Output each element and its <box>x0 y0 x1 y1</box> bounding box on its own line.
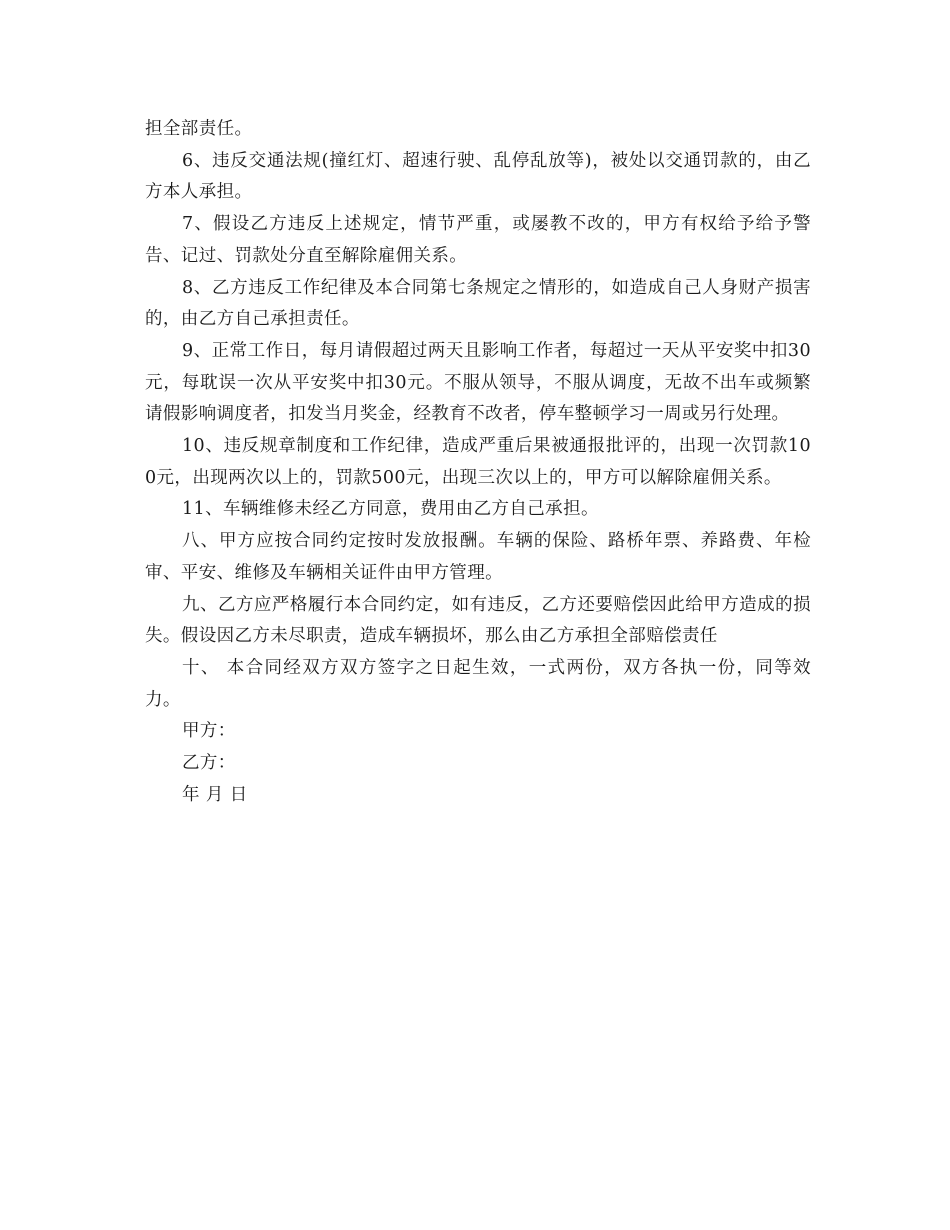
paragraph-clause-7: 7、假设乙方违反上述规定，情节严重，或屡教不改的，甲方有权给予给予警告、记过、罚款处分直至解除雇佣关系。 <box>145 214 811 266</box>
paragraph-article-9: 九、乙方应严格履行本合同约定，如有违反，乙方还要赔偿因此给甲方造成的损失。假设因乙方未尽职责，造成车辆损坏，那么由乙方承担全部赔偿责任 <box>145 594 811 647</box>
signature-party-b: 乙方： <box>182 753 236 774</box>
paragraph-article-10: 十、 本合同经双方双方签字之日起生效，一式两份，双方各执一份，同等效力。 <box>145 657 811 710</box>
paragraph-article-8: 八、甲方应按合同约定按时发放报酬。车辆的保险、路桥年票、养路费、年检审、平安、维修及车辆相关证件由甲方管理。 <box>145 531 811 583</box>
contract-page <box>145 114 811 811</box>
paragraph-clause-8: 8、乙方违反工作纪律及本合同第七条规定之情形的，如造成自己人身财产损害的，由乙方自己承担责任。 <box>145 277 811 330</box>
paragraph-continuation: 担全部责任。 <box>145 119 253 139</box>
paragraph-clause-10: 10、违反规章制度和工作纪律，造成严重后果被通报批评的，出现一次罚款100元，出现两次以上的，罚款500元，出现三次以上的，甲方可以解除雇佣关系。 <box>145 436 811 488</box>
paragraph-clause-9: 9、正常工作日，每月请假超过两天且影响工作者，每超过一天从平安奖中扣30元，每耽误一次从平安奖中扣30元。不服从领导，不服从调度，无故不出车或频繁请假影响调度者，扣发当月奖金，经教育不改者，停车整顿学习一周或另行处理。 <box>145 340 811 425</box>
paragraph-clause-6: 6、违反交通法规(撞红灯、超速行驶、乱停乱放等)，被处以交通罚款的，由乙方本人承担。 <box>145 150 811 203</box>
signature-date: 年 月 日 <box>182 784 248 805</box>
paragraph-clause-11: 11、车辆维修未经乙方同意，费用由乙方自己承担。 <box>182 499 599 520</box>
signature-party-a: 甲方： <box>182 721 236 742</box>
